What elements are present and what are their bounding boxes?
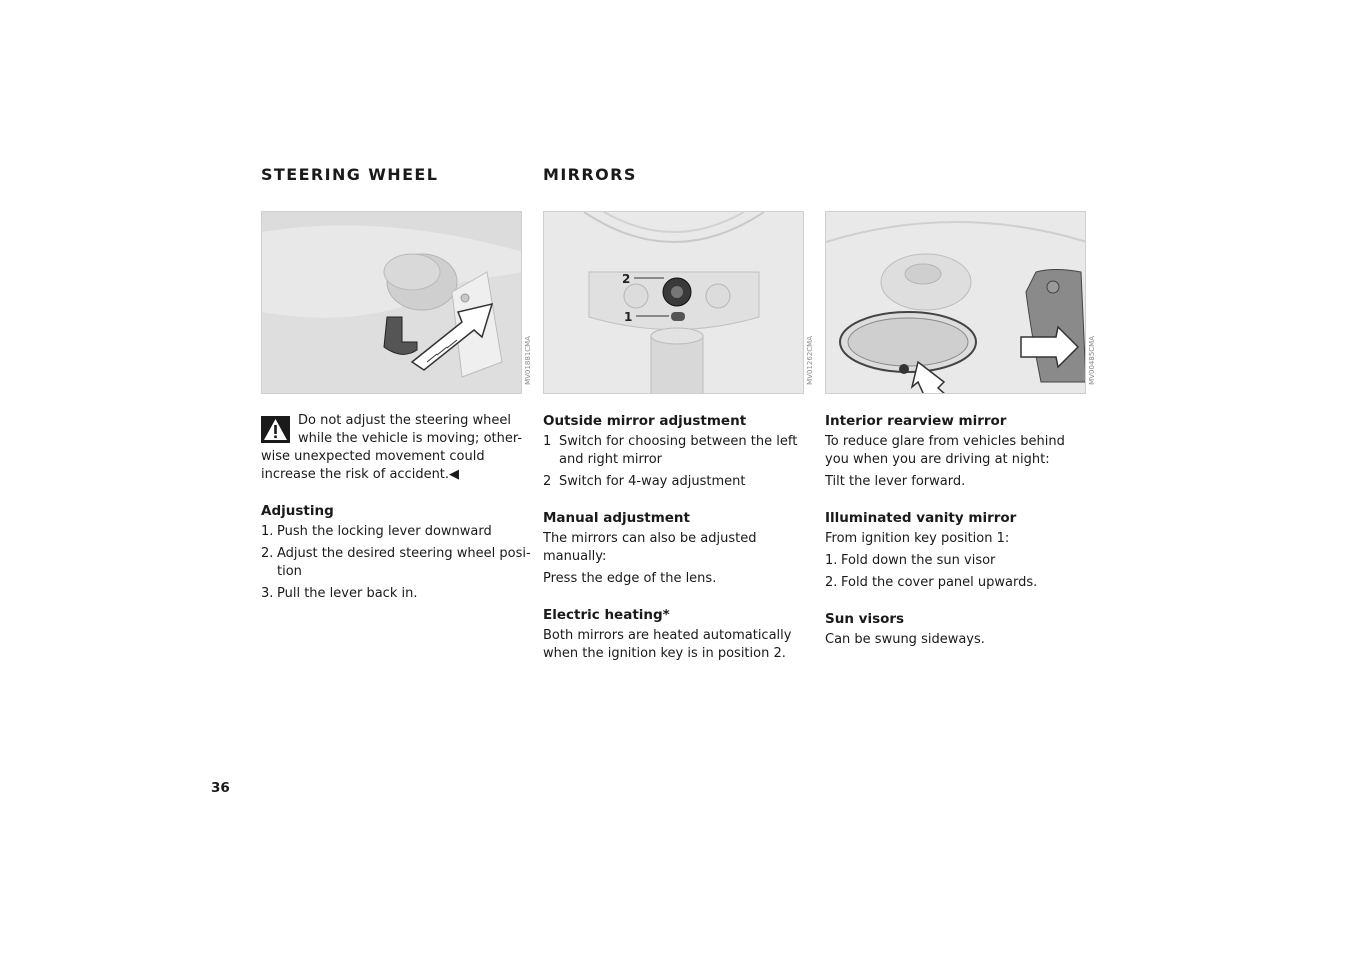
adjusting-heading: Adjusting	[261, 503, 334, 519]
warning-triangle-icon	[261, 416, 290, 443]
electric-heating-heading: Electric heating*	[543, 607, 670, 623]
page-number: 36	[211, 780, 230, 796]
list-item: 2 Switch for 4-way adjustment	[543, 474, 746, 489]
heating-text: Both mirrors are heated automatically when the ignition key is in position 2.	[543, 628, 792, 661]
figure-code: MV01881CMA	[524, 336, 532, 385]
warning-text: Do not adjust the steering wheel while the vehicle is moving; other-wise unexpected movement could increase the risk of accident.	[261, 413, 523, 482]
mirrors-column	[543, 412, 815, 667]
interior-column	[825, 412, 1087, 653]
steering-lever-illustration	[261, 211, 522, 394]
vanity-steps	[825, 552, 1087, 592]
outside-mirror-items	[543, 433, 815, 491]
figure-code: MV01262CMA	[806, 336, 814, 385]
steering-wheel-heading: STEERING WHEEL	[261, 165, 439, 184]
sun-visors-heading: Sun visors	[825, 611, 905, 627]
manual-text-2: Press the edge of the lens.	[543, 571, 717, 586]
list-item: 3. Pull the lever back in.	[261, 586, 418, 601]
manual-adjustment-heading: Manual adjustment	[543, 510, 690, 526]
list-item: 1. Push the locking lever downward	[261, 524, 492, 539]
vanity-mirror-heading: Illuminated vanity mirror	[825, 510, 1017, 526]
mirrors-heading: MIRRORS	[543, 165, 637, 184]
rearview-text-2: Tilt the lever forward.	[825, 474, 966, 489]
callout-1: 1	[624, 310, 633, 324]
manual-text: The mirrors can also be adjusted manually:	[543, 531, 757, 564]
vanity-text: From ignition key position 1:	[825, 531, 1010, 546]
outside-mirror-heading: Outside mirror adjustment	[543, 413, 747, 429]
sun-visors-text: Can be swung sideways.	[825, 632, 985, 647]
warning-block	[261, 412, 533, 484]
list-item: 1. Fold down the sun visor	[825, 553, 996, 568]
list-item: 2. Fold the cover panel upwards.	[825, 575, 1038, 590]
steering-column	[261, 412, 533, 621]
callout-2: 2	[622, 272, 631, 286]
mirror-switch-illustration	[543, 211, 804, 394]
list-item: 2. Adjust the desired steering wheel posi-tion	[261, 546, 531, 579]
interior-mirror-illustration	[825, 211, 1086, 394]
end-of-section-marker: ◀	[449, 467, 460, 482]
adjusting-steps	[261, 523, 533, 603]
rearview-mirror-heading: Interior rearview mirror	[825, 413, 1007, 429]
figure-code: MV00485CMA	[1088, 336, 1096, 385]
list-item: 1 Switch for choosing between the left and right mirror	[543, 434, 798, 467]
rearview-text: To reduce glare from vehicles behind you when you are driving at night:	[825, 434, 1065, 467]
